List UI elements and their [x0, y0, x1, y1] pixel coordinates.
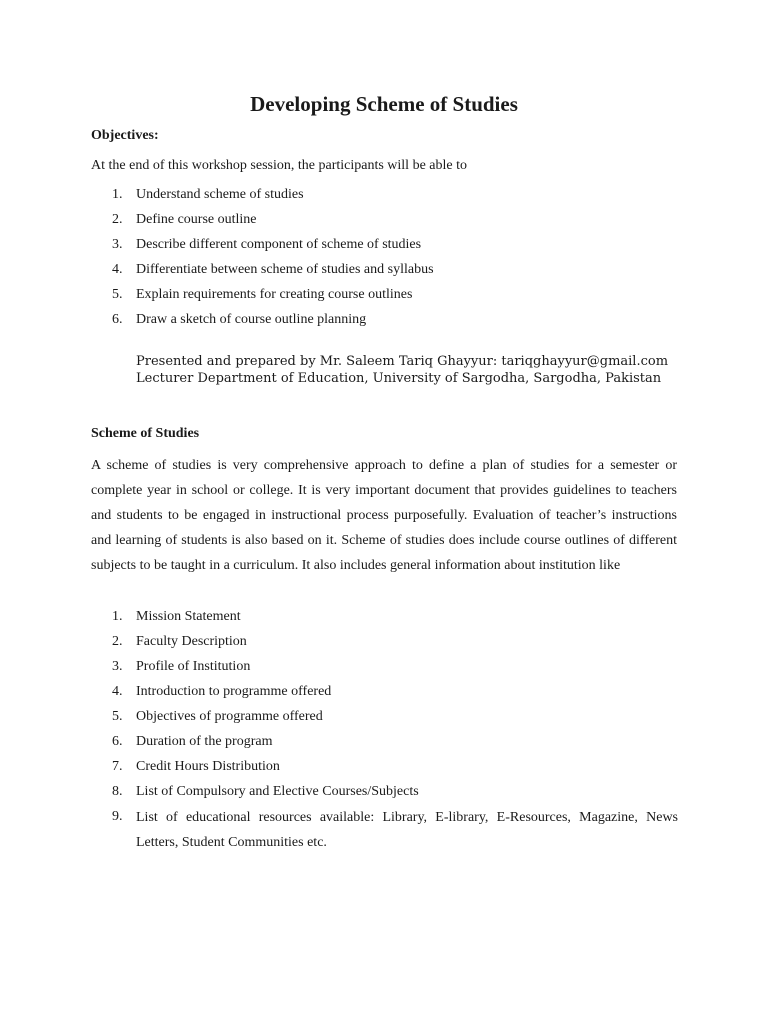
presenter-line: Presented and prepared by Mr. Saleem Tariq Ghayyur: tariqghayyur@gmail.com [136, 354, 669, 369]
list-item-number: 3. [112, 659, 123, 674]
list-item-number: 6. [112, 734, 123, 749]
list-item-number: 4. [112, 684, 123, 699]
presenter-block [136, 353, 668, 387]
list-item-text: Explain requirements for creating course outlines [136, 287, 413, 302]
list-item-text: Credit Hours Distribution [136, 759, 280, 774]
affiliation-line: Lecturer Department of Education, University of Sargodha, Sargodha, Pakistan [136, 371, 662, 386]
list-item-number: 5. [112, 287, 123, 302]
list-item-text: Understand scheme of studies [136, 187, 304, 202]
list-item-number: 2. [112, 634, 123, 649]
list-item-number: 8. [112, 784, 123, 799]
list-item-number: 3. [112, 237, 123, 252]
list-item-number: 1. [112, 187, 123, 202]
list-item-text: Introduction to programme offered [136, 684, 332, 699]
list-item-text: Define course outline [136, 212, 257, 227]
list-item-text: Objectives of programme offered [136, 709, 323, 724]
list-item-number: 1. [112, 609, 123, 624]
list-item-number: 9. [112, 809, 123, 824]
list-item-number: 7. [112, 759, 123, 774]
list-item-text: Describe different component of scheme of studies [136, 237, 422, 252]
list-item-number: 4. [112, 262, 123, 277]
objectives-heading: Objectives: [91, 128, 159, 143]
list-item-text: Faculty Description [136, 634, 247, 649]
list-item-text: Mission Statement [136, 609, 241, 624]
list-item-text: Differentiate between scheme of studies and syllabus [136, 262, 434, 277]
section-paragraph: A scheme of studies is very comprehensive approach to define a plan of studies for a semester or complete year in school or college. It is very important document that provides guidelines to teachers and students to be engaged in instructional process purposefully. Evaluation of teacher’s instructions and learning of students is also based on it. Scheme of studies does include course outlines of different subjects to be taught in a curriculum. It also includes general information about institution like [91, 458, 677, 573]
list-item-number: 2. [112, 212, 123, 227]
list-item-text: List of Compulsory and Elective Courses/Subjects [136, 784, 419, 799]
list-item-number: 6. [112, 312, 123, 327]
section-heading: Scheme of Studies [91, 426, 200, 441]
objectives-intro: At the end of this workshop session, the participants will be able to [91, 158, 467, 173]
document-title: Developing Scheme of Studies [250, 92, 518, 116]
list-item-text: Profile of Institution [136, 659, 251, 674]
list-item-text: List of educational resources available: Library, E-library, E-Resources, Magazine, News Letters, Student Communities etc. [136, 810, 678, 850]
list-item-number: 5. [112, 709, 123, 724]
list-item-text: Draw a sketch of course outline planning [136, 312, 367, 327]
list-item-text: Duration of the program [136, 734, 273, 749]
